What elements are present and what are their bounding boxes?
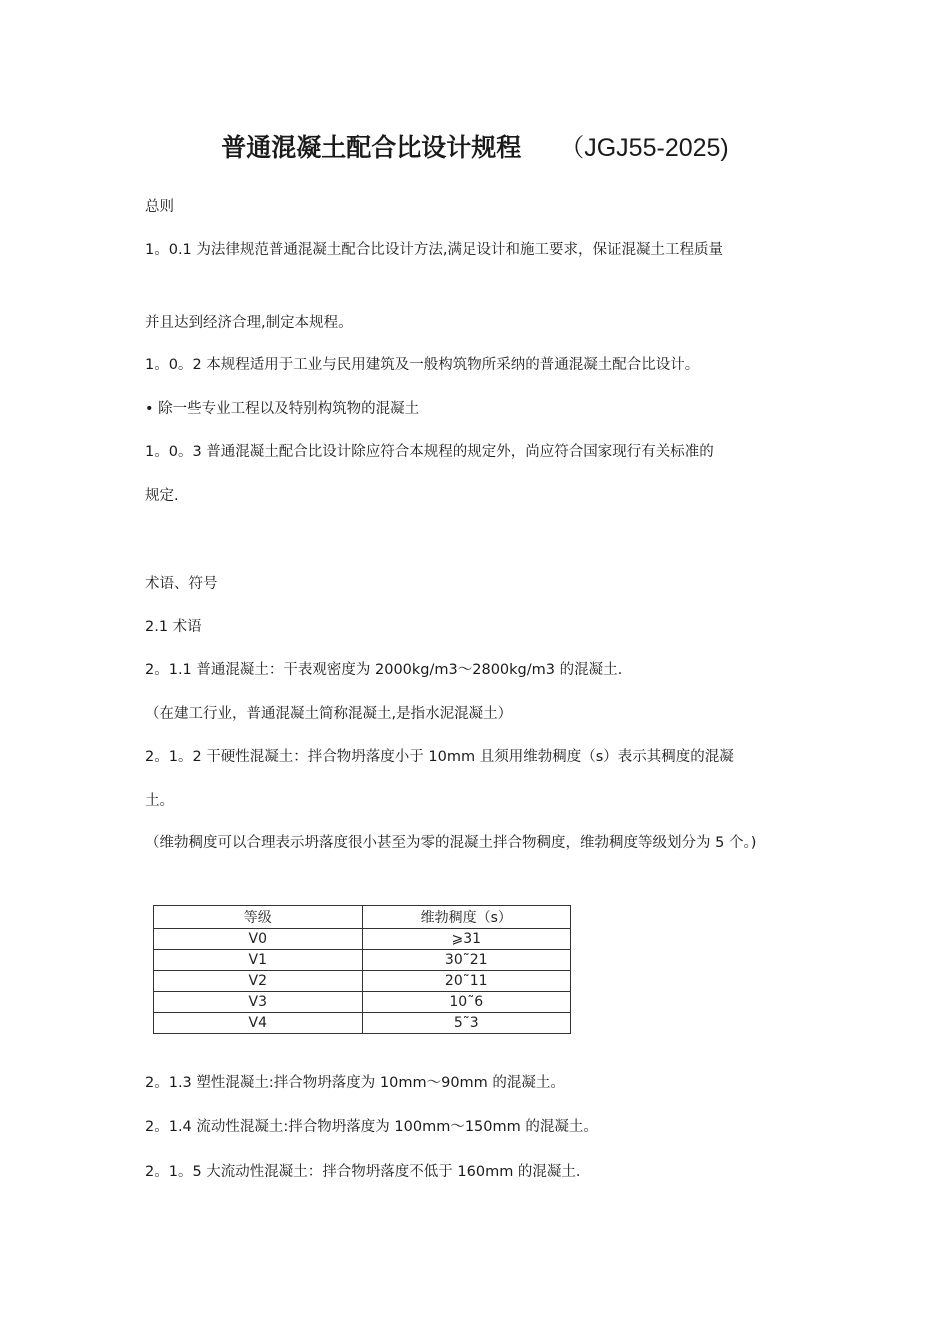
paragraph-2-1-4: 2。1.4 流动性混凝土:拌合物坍落度为 100mm～150mm 的混凝土。 <box>145 1119 598 1135</box>
page-title <box>0 128 950 168</box>
paragraph-2-1-1: 2。1.1 普通混凝土：干表观密度为 2000kg/m3～2800kg/m3 的混凝土. <box>145 662 623 678</box>
table-row <box>154 929 571 950</box>
paragraph-2-1-3: 2。1.3 塑性混凝土:拌合物坍落度为 10mm～90mm 的混凝土。 <box>145 1075 565 1091</box>
section-heading-general: 总则 <box>145 199 174 215</box>
paragraph-1-0-1-cont: 并且达到经济合理,制定本规程。 <box>145 315 353 331</box>
paragraph-2-1-2-cont: 土。 <box>145 793 174 809</box>
table-cell: 20˜11 <box>362 971 571 992</box>
title-text: 普通混凝土配合比设计规程 <box>221 133 522 162</box>
paragraph-1-0-3-cont: 规定. <box>145 488 179 504</box>
paragraph-2-1-2: 2。1。2 干硬性混凝土：拌合物坍落度小于 10mm 且须用维勃稠度（s）表示其稠度的混凝 <box>145 749 734 765</box>
table-cell: V0 <box>154 929 363 950</box>
table-header-vebe: 维勃稠度（s） <box>362 906 571 929</box>
table-row <box>154 971 571 992</box>
vebe-grade-table <box>153 905 571 1034</box>
table-row <box>154 950 571 971</box>
title-code: （JGJ55-2025) <box>559 134 729 162</box>
paragraph-2-1-1-note: （在建工行业，普通混凝土简称混凝土,是指水泥混凝土） <box>145 706 513 722</box>
table-cell: 10˜6 <box>362 992 571 1013</box>
bullet-item: • 除一些专业工程以及特别构筑物的混凝土 <box>145 401 420 417</box>
table-header-grade: 等级 <box>154 906 363 929</box>
table-cell: V2 <box>154 971 363 992</box>
table-header-row <box>154 906 571 929</box>
table-row <box>154 992 571 1013</box>
table-cell: V1 <box>154 950 363 971</box>
table-cell: 5˜3 <box>362 1013 571 1034</box>
paragraph-1-0-3: 1。0。3 普通混凝土配合比设计除应符合本规程的规定外，尚应符合国家现行有关标准的 <box>145 444 714 460</box>
paragraph-2-1-5: 2。1。5 大流动性混凝土：拌合物坍落度不低于 160mm 的混凝土. <box>145 1164 581 1180</box>
subsection-2-1: 2.1 术语 <box>145 619 202 635</box>
table-cell: ⩾31 <box>362 929 571 950</box>
table-cell: V4 <box>154 1013 363 1034</box>
table-cell: V3 <box>154 992 363 1013</box>
table-cell: 30˜21 <box>362 950 571 971</box>
paragraph-1-0-2: 1。0。2 本规程适用于工业与民用建筑及一般构筑物所采纳的普通混凝土配合比设计。 <box>145 357 700 373</box>
table-row <box>154 1013 571 1034</box>
paragraph-1-0-1: 1。0.1 为法律规范普通混凝土配合比设计方法,满足设计和施工要求，保证混凝土工程质量 <box>145 242 723 258</box>
section-heading-terms: 术语、符号 <box>145 576 218 592</box>
paragraph-vebe-note: （维勃稠度可以合理表示坍落度很小甚至为零的混凝土拌合物稠度，维勃稠度等级划分为 5 个。) <box>145 835 757 851</box>
